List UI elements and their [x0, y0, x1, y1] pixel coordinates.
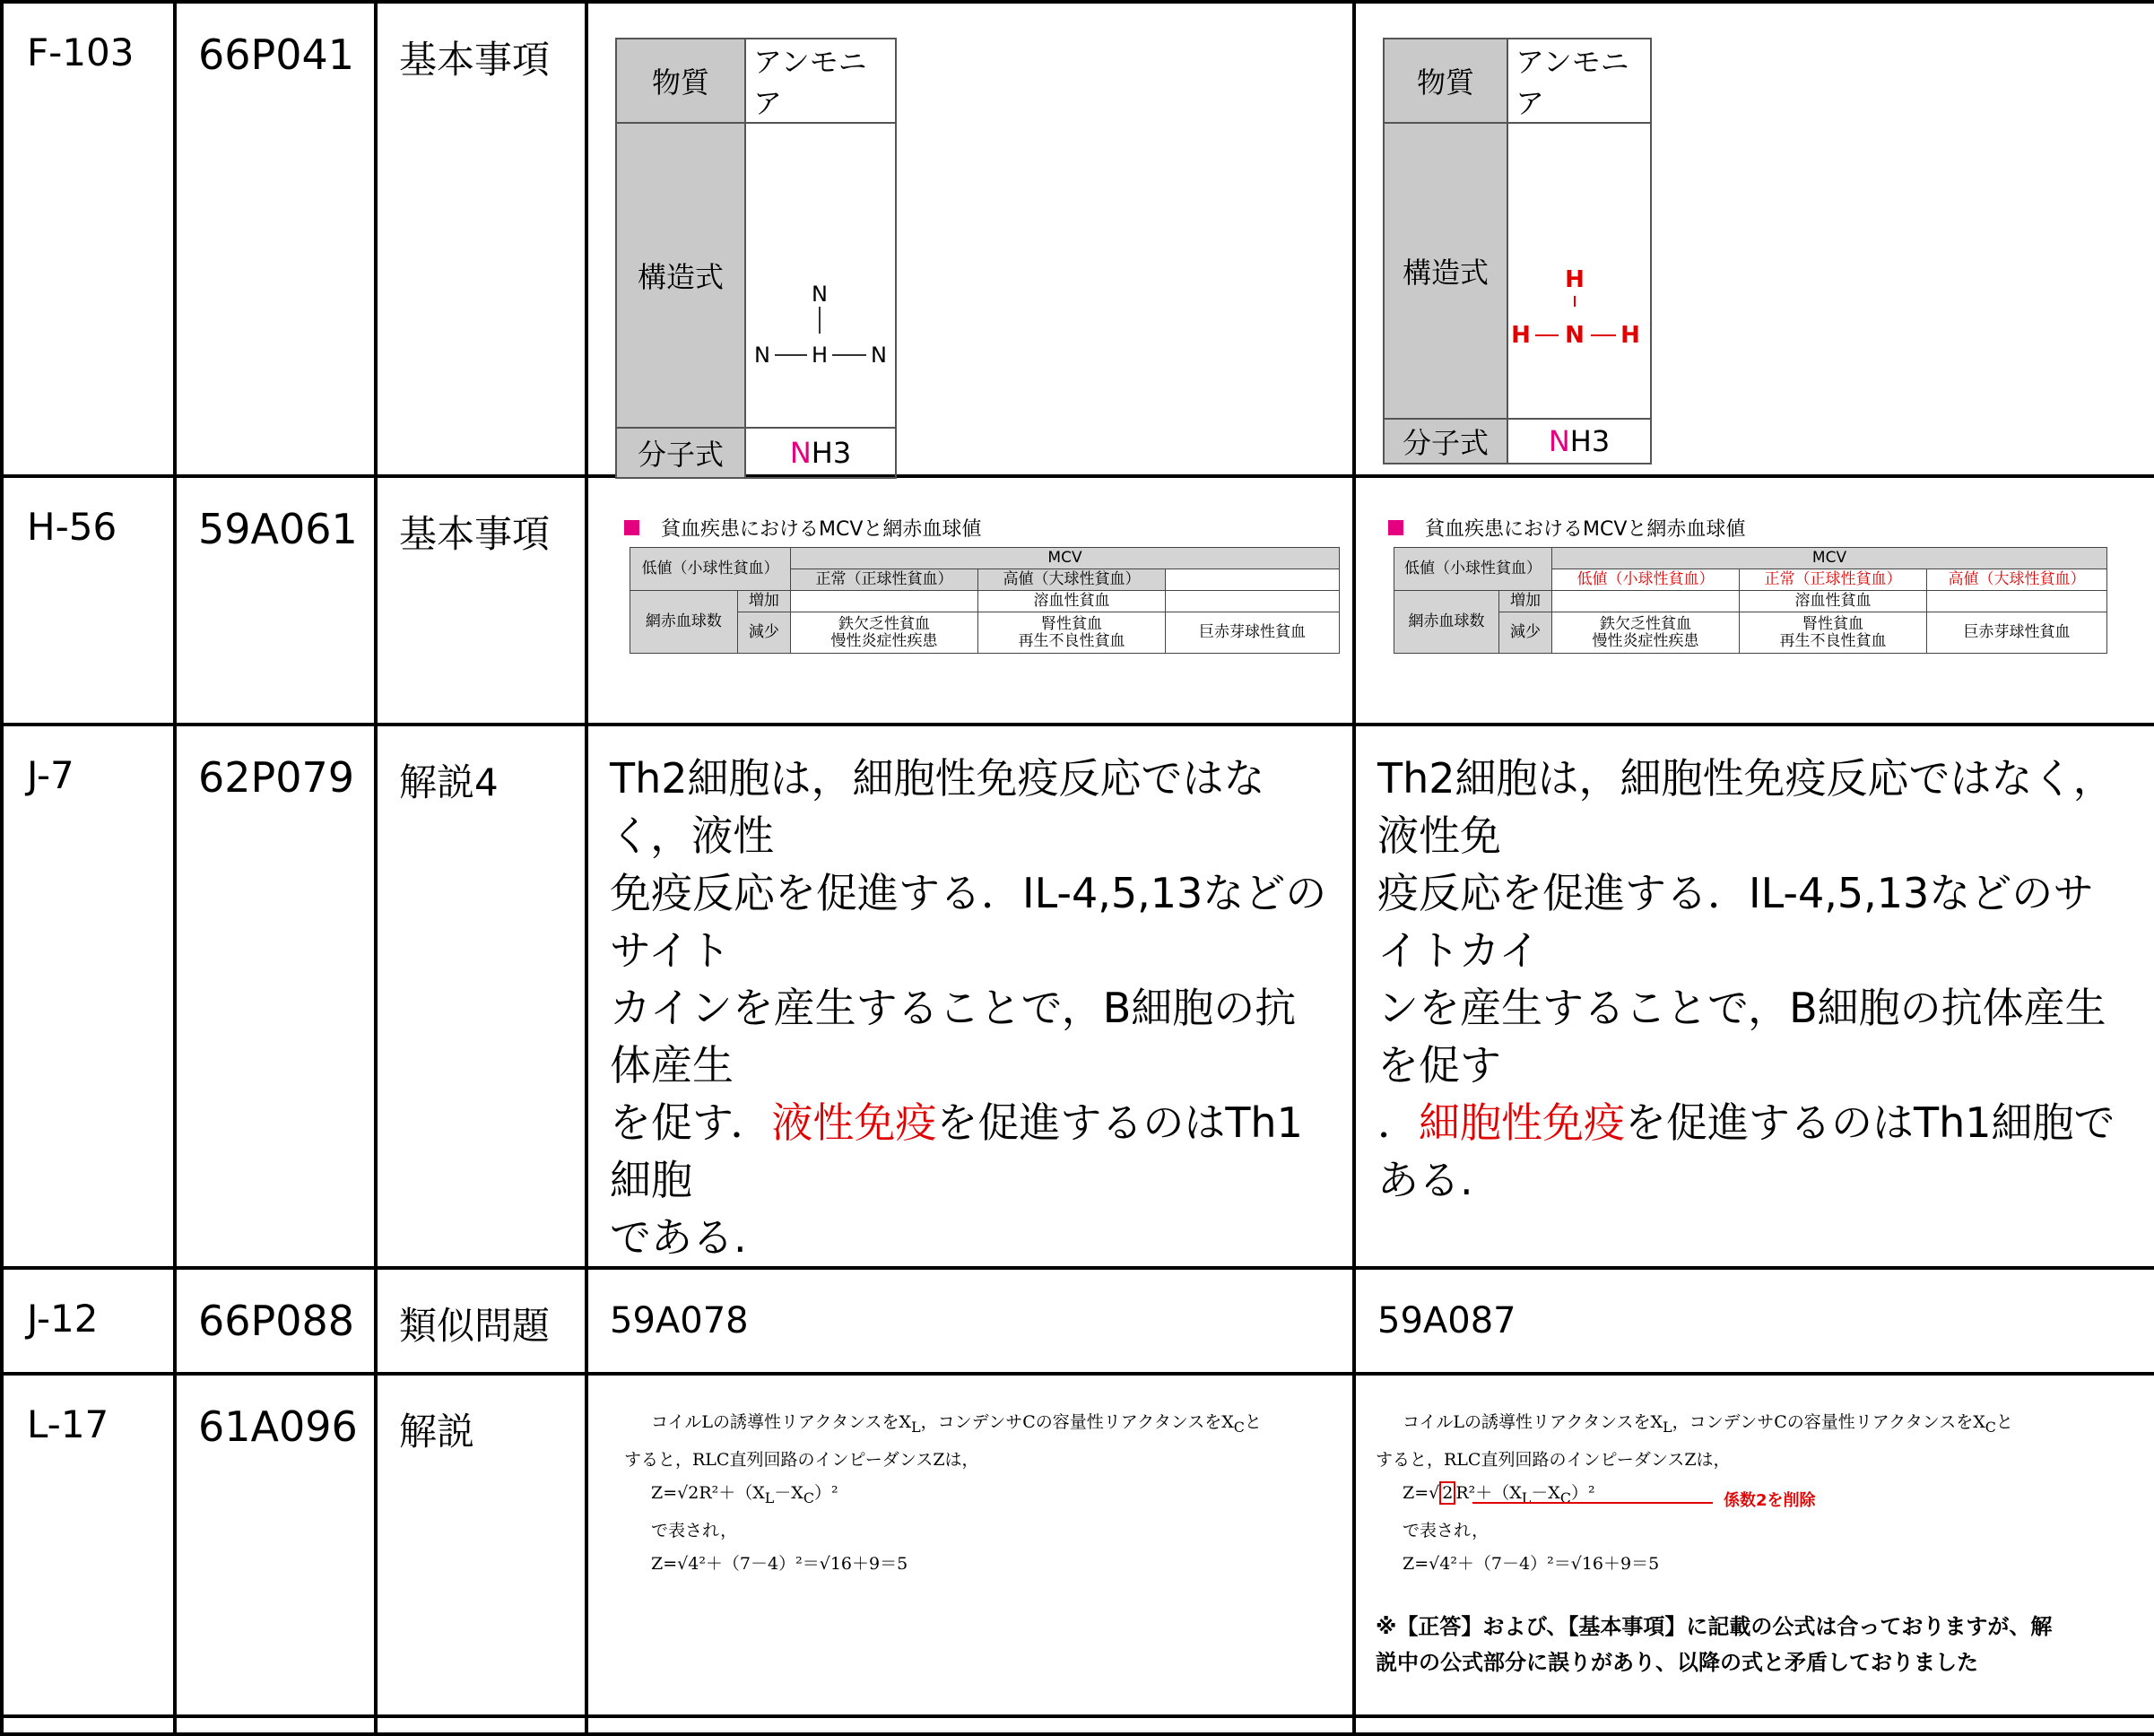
cell-reticulocyte: 網赤血球数	[1394, 591, 1499, 654]
subscript: L	[1663, 1418, 1672, 1436]
cell-hemolytic: 溶血性貧血	[978, 591, 1166, 612]
cell-empty	[1927, 591, 2107, 612]
cell-mcv: MCV	[1552, 548, 2107, 569]
structural-formula	[1507, 123, 1651, 419]
correct-cell	[1354, 476, 2154, 725]
section-name: 類似問題	[376, 1268, 586, 1374]
row-code	[2, 1716, 175, 1734]
cell-normal: 正常（正球性貧血）	[791, 569, 978, 591]
section-name: 基本事項	[376, 476, 586, 725]
atom-center: H	[811, 343, 829, 368]
text-line	[610, 1094, 1327, 1209]
row-code: L-17	[2, 1374, 175, 1716]
wrong-cell	[586, 476, 1354, 725]
subscript: L	[911, 1418, 921, 1436]
renal-anemia: 腎性貧血	[1802, 614, 1863, 633]
cell-empty	[1166, 569, 1340, 591]
text-segment: と	[1995, 1412, 2013, 1432]
text-line: Th2細胞は，細胞性免疫反応ではなく，液性免	[1377, 754, 2115, 860]
header-structure: 構造式	[616, 123, 745, 428]
structure-diagram	[746, 124, 895, 420]
annotation-label: 係数2を削除	[1724, 1490, 1816, 1510]
cell-renal	[978, 612, 1166, 654]
text-line: で表され，	[1403, 1520, 1490, 1541]
cell-decrease: 減少	[1499, 612, 1552, 654]
cell-empty	[1552, 591, 1740, 612]
row-code: F-103	[2, 2, 175, 476]
text-segment: を促進するのはTh1細胞	[610, 1098, 1303, 1204]
mcv-table	[630, 547, 1340, 654]
atom-top: N	[812, 282, 828, 307]
question-number: 59A061	[175, 476, 376, 725]
correct-cell	[1354, 1716, 2154, 1734]
text-line: Th2細胞は，細胞性免疫反応ではなく，液性	[610, 754, 1265, 860]
table-row	[2, 1268, 2154, 1374]
square-bullet-icon	[624, 520, 639, 535]
mcv-table	[1394, 547, 2107, 654]
formula-segment: ）²	[1570, 1482, 1595, 1503]
text-line: 疫反応を促進する．IL-4,5,13などのサイトカイ	[1377, 869, 2095, 975]
square-bullet-icon	[1388, 520, 1403, 535]
subscript: L	[1521, 1489, 1532, 1506]
section-name: 基本事項	[376, 2, 586, 476]
header-formula: 分子式	[616, 428, 745, 478]
section-name: 解説	[376, 1374, 586, 1716]
subscript: C	[803, 1489, 814, 1506]
cell-iron	[791, 612, 978, 654]
cell-low-header: 低値（小球性貧血）	[630, 548, 791, 591]
atom-center: N	[1565, 322, 1585, 349]
mcv-figure-correct	[1388, 514, 2107, 654]
text-segment: ，コンデンサCの容量性リアクタンスをX	[1672, 1412, 1985, 1432]
cell-increase: 増加	[737, 591, 790, 612]
aplastic-anemia: 再生不良性貧血	[1779, 631, 1887, 650]
iron-deficiency: 鉄欠乏性貧血	[1600, 614, 1691, 633]
atom-right: N	[871, 343, 887, 368]
formula-segment: Z=√	[1403, 1482, 1440, 1503]
header-structure: 構造式	[1384, 123, 1507, 419]
question-number: 61A096	[175, 1374, 376, 1716]
text-segment: コイルLの誘導性リアクタンスをX	[651, 1412, 912, 1432]
text-segment: コイルLの誘導性リアクタンスをX	[1403, 1412, 1663, 1432]
row-code: J-12	[2, 1268, 175, 1374]
text-line: カインを産生することで，B細胞の抗体産生	[610, 984, 1297, 1089]
wrong-cell	[586, 1716, 1354, 1734]
question-number: 66P041	[175, 2, 376, 476]
atom-left: H	[1511, 322, 1531, 349]
formula-line: Z=√4²＋（7－4）²＝√16＋9＝5	[651, 1553, 908, 1574]
section-name: 解説4	[376, 725, 586, 1268]
header-substance: 物質	[616, 39, 745, 123]
cell-iron	[1552, 612, 1740, 654]
table-row	[2, 2, 2154, 476]
substance-name: アンモニア	[1507, 39, 1651, 123]
formula-n: N	[789, 436, 812, 470]
subscript: C	[1985, 1418, 1996, 1436]
cell-low-header: 低値（小球性貧血）	[1394, 548, 1552, 591]
text-line: で表され，	[651, 1520, 738, 1541]
substance-name: アンモニア	[745, 39, 896, 123]
chronic-inflammation: 慢性炎症性疾患	[830, 631, 938, 650]
formula-segment: －X	[1531, 1482, 1560, 1503]
text-line: すると，RLC直列回路のインピーダンスZは，	[1376, 1449, 1731, 1470]
section-name	[376, 1716, 586, 1734]
correct-reference: 59A087	[1354, 1268, 2154, 1374]
text-line	[1377, 1094, 2129, 1209]
wrong-reference: 59A078	[586, 1268, 1354, 1374]
text-segment: と	[1244, 1412, 1262, 1432]
formula-line: Z=√4²＋（7－4）²＝√16＋9＝5	[1403, 1553, 1660, 1574]
subscript: C	[1559, 1489, 1571, 1506]
atom-top: H	[1565, 266, 1585, 293]
deleted-coefficient: 2	[1439, 1481, 1455, 1505]
cell-megaloblastic: 巨赤芽球性貧血	[1927, 612, 2107, 654]
chronic-inflammation: 慢性炎症性疾患	[1592, 631, 1699, 650]
text-segment: を促進するのはTh1細胞である.	[1377, 1098, 2115, 1204]
structural-formula	[745, 123, 896, 428]
formula-segment: －X	[774, 1482, 803, 1503]
question-number: 62P079	[175, 725, 376, 1268]
text-line: 免疫反応を促進する．IL-4,5,13などのサイト	[610, 869, 1327, 975]
cell-increase: 増加	[1499, 591, 1552, 612]
text-line: すると，RLC直列回路のインピーダンスZは，	[624, 1449, 979, 1470]
atom-right: H	[1620, 322, 1640, 349]
table-row	[2, 476, 2154, 725]
explanation-excerpt-correct	[1376, 1406, 2147, 1581]
wrong-cell	[586, 1374, 1354, 1716]
text-line: である.	[610, 1213, 747, 1262]
subscript: L	[764, 1489, 775, 1506]
cell-high: 高値（大球性貧血）	[1927, 569, 2107, 591]
formula-line	[624, 1477, 1351, 1515]
cell-hemolytic: 溶血性貧血	[1740, 591, 1927, 612]
cell-mcv: MCV	[791, 548, 1340, 569]
correct-cell	[1354, 2, 2154, 476]
structure-diagram	[1508, 124, 1650, 411]
text-segment: ，コンデンサCの容量性リアクタンスをX	[920, 1412, 1234, 1432]
molecular-formula	[745, 428, 896, 478]
question-number: 66P088	[175, 1268, 376, 1374]
formula-n: N	[1548, 424, 1570, 458]
correct-cell	[1354, 1374, 2154, 1716]
text-segment: ．	[1377, 1098, 1419, 1147]
cell-high: 高値（大球性貧血）	[978, 569, 1166, 591]
explanation-excerpt-wrong	[624, 1406, 1351, 1581]
text-line	[1376, 1406, 2147, 1444]
text-line	[624, 1406, 1351, 1444]
question-number	[175, 1716, 376, 1734]
structure-box-correct	[1383, 38, 1652, 464]
iron-deficiency: 鉄欠乏性貧血	[838, 614, 930, 633]
remark-note	[1376, 1609, 2052, 1680]
table-row	[2, 1374, 2154, 1716]
note-line: 説中の公式部分に誤りがあり、以降の式と矛盾しておりました	[1376, 1650, 1978, 1675]
cell-renal	[1740, 612, 1927, 654]
formula-segment: Z=√2R²＋（X	[651, 1482, 765, 1503]
table-row-partial	[2, 1716, 2154, 1734]
structure-box-wrong	[615, 38, 897, 479]
figure-title: 貧血疾患におけるMCVと網赤血球値	[1425, 518, 1746, 541]
wrong-text	[586, 725, 1354, 1268]
row-code: H-56	[2, 476, 175, 725]
cell-normal: 正常（正球性貧血）	[1740, 569, 1927, 591]
aplastic-anemia: 再生不良性貧血	[1018, 631, 1125, 650]
highlighted-term: 液性免疫	[771, 1098, 937, 1147]
row-code: J-7	[2, 725, 175, 1268]
figure-title: 貧血疾患におけるMCVと網赤血球値	[661, 518, 982, 541]
atom-left: N	[754, 343, 770, 368]
mcv-figure-wrong	[624, 514, 1340, 654]
highlighted-term: 細胞性免疫	[1419, 1098, 1625, 1147]
formula-segment: ）²	[813, 1482, 838, 1503]
header-substance: 物質	[1384, 39, 1507, 123]
molecular-formula	[1507, 419, 1651, 464]
cell-low: 低値（小球性貧血）	[1552, 569, 1740, 591]
text-line: ンを産生することで，B細胞の抗体産生を促す	[1377, 984, 2106, 1089]
cell-megaloblastic: 巨赤芽球性貧血	[1166, 612, 1340, 654]
cell-decrease: 減少	[737, 612, 790, 654]
correct-text	[1354, 725, 2154, 1268]
header-formula: 分子式	[1384, 419, 1507, 464]
formula-h3: H3	[1569, 424, 1611, 458]
renal-anemia: 腎性貧血	[1041, 614, 1102, 633]
subscript: C	[1233, 1418, 1245, 1436]
table-row	[2, 725, 2154, 1268]
text-segment: を促す．	[610, 1098, 772, 1147]
formula-h3: H3	[811, 436, 852, 470]
wrong-cell	[586, 2, 1354, 476]
formula-line	[1376, 1477, 2147, 1515]
formula-segment: R²＋（X	[1455, 1482, 1522, 1503]
annotation-leader-line	[1472, 1502, 1713, 1504]
note-line: ※【正答】および、【基本事項】に記載の公式は合っておりますが、解	[1376, 1614, 2053, 1639]
cell-empty	[791, 591, 978, 612]
cell-empty	[1166, 591, 1340, 612]
cell-reticulocyte: 網赤血球数	[630, 591, 738, 654]
